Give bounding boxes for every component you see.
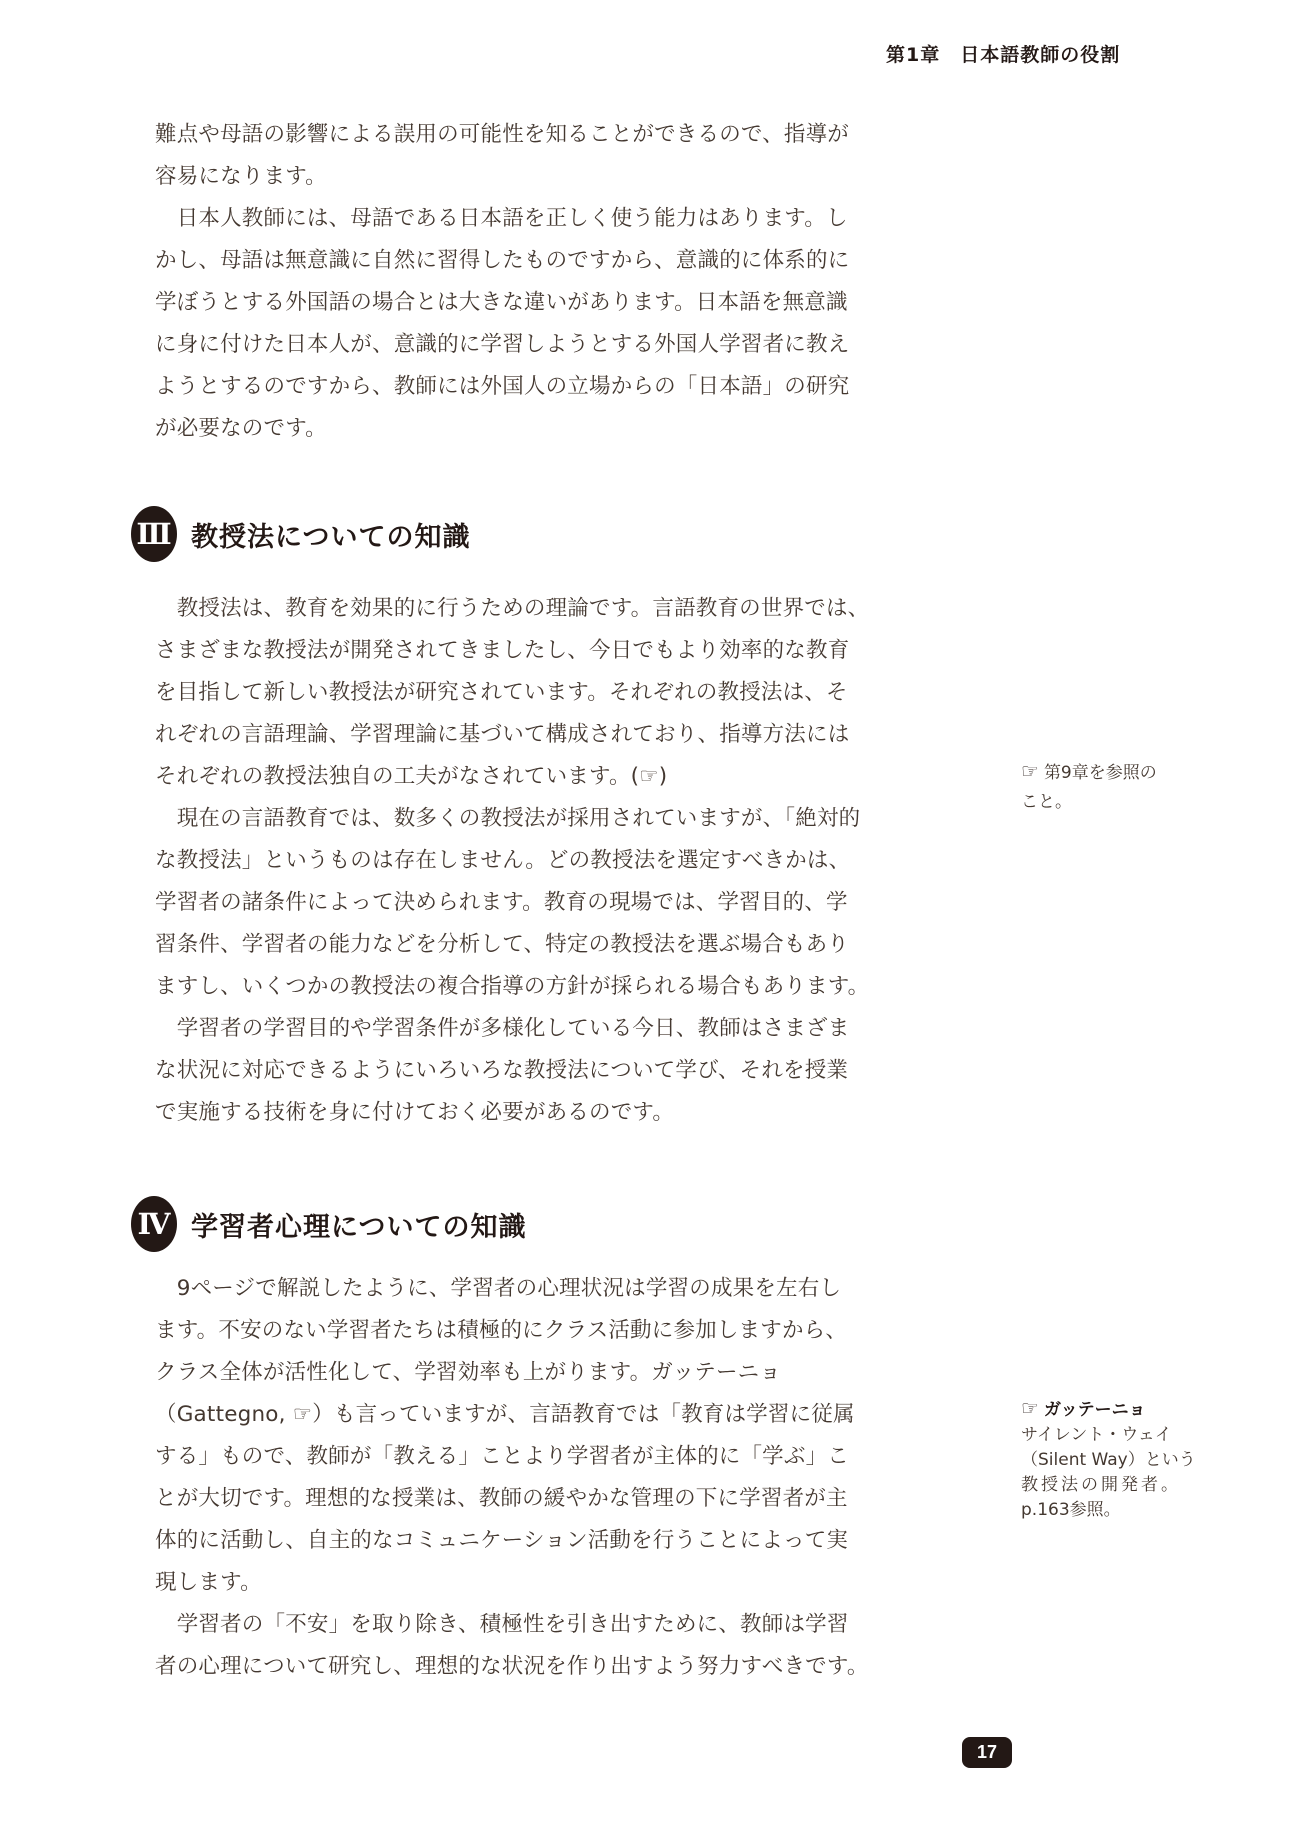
body-text-line: に身に付けた日本人が、意識的に学習しようとする外国人学習者に教え bbox=[155, 332, 850, 357]
body-text-line: かし、母語は無意識に自然に習得したものですから、意識的に体系的に bbox=[155, 248, 850, 273]
margin-note-title: ガッテーニョ bbox=[1043, 1400, 1146, 1420]
paragraph-teaching-methods-1 bbox=[155, 588, 875, 798]
body-text-line: （Gattegno, ☞）も言っていますが、言語教育では「教育は学習に従属 bbox=[155, 1402, 855, 1427]
pointing-hand-icon: ☞ bbox=[1021, 1396, 1039, 1420]
margin-note-text: こと。 bbox=[1021, 792, 1072, 812]
body-text-line: する」もので、教師が「教える」ことより学習者が主体的に「学ぶ」こ bbox=[155, 1444, 849, 1469]
body-text-line: れぞれの言語理論、学習理論に基づいて構成されており、指導方法には bbox=[155, 722, 850, 747]
section-title: 教授法についての知識 bbox=[191, 521, 471, 553]
section-heading-4 bbox=[131, 1196, 526, 1252]
margin-note-text: 第9章を参照の bbox=[1043, 763, 1157, 783]
body-text-line: 現します。 bbox=[155, 1570, 262, 1595]
paragraph-teaching-methods-2 bbox=[155, 798, 875, 1008]
body-text-line: な教授法」というものは存在しません。どの教授法を選定すべきかは、 bbox=[155, 848, 851, 873]
section-numeral-badge bbox=[131, 1196, 177, 1252]
body-text-line: 学習者の諸条件によって決められます。教育の現場では、学習目的、学 bbox=[155, 890, 848, 915]
body-text-line: 日本人教師には、母語である日本語を正しく使う能力はあります。し bbox=[155, 206, 848, 231]
margin-note-gattegno bbox=[1021, 1396, 1196, 1523]
body-text-line: 容易になります。 bbox=[155, 164, 327, 189]
body-text-line: ようとするのですから、教師には外国人の立場からの「日本語」の研究 bbox=[155, 374, 850, 399]
section-heading-3 bbox=[131, 506, 470, 562]
body-text-line: 体的に活動し、自主的なコミュニケーション活動を行うことによって実 bbox=[155, 1528, 849, 1553]
body-text-line: 学ぼうとする外国語の場合とは大きな違いがあります。日本語を無意識 bbox=[155, 290, 848, 315]
roman-numeral-iii: Ⅲ bbox=[136, 517, 172, 551]
paragraph-native-teachers bbox=[155, 198, 875, 450]
body-text-line: それぞれの教授法独自の工夫がなされています。(☞) bbox=[155, 764, 668, 789]
body-text-line: で実施する技術を身に付けておく必要があるのです。 bbox=[155, 1100, 675, 1125]
paragraph-learner-psychology-2 bbox=[155, 1604, 875, 1688]
body-text-line: を目指して新しい教授法が研究されています。それぞれの教授法は、そ bbox=[155, 680, 848, 705]
margin-note-text: サイレント・ウェイ bbox=[1021, 1425, 1172, 1445]
paragraph-teaching-methods-3 bbox=[155, 1008, 875, 1134]
paragraph-learner-psychology-1 bbox=[155, 1268, 875, 1604]
section-numeral-badge bbox=[131, 506, 177, 562]
body-text-line: とが大切です。理想的な授業は、教師の緩やかな管理の下に学習者が主 bbox=[155, 1486, 848, 1511]
margin-note-chapter9 bbox=[1021, 757, 1196, 817]
body-text-line: クラス全体が活性化して、学習効率も上がります。ガッテーニョ bbox=[155, 1360, 782, 1385]
roman-numeral-iv: Ⅳ bbox=[137, 1207, 171, 1241]
body-text-line: さまざまな教授法が開発されてきましたし、今日でもより効率的な教育 bbox=[155, 638, 850, 663]
body-text-line: 現在の言語教育では、数多くの教授法が採用されていますが、「絶対的 bbox=[155, 806, 861, 831]
paragraph-intro bbox=[155, 114, 875, 198]
body-text-line: 学習者の学習目的や学習条件が多様化している今日、教師はさまざま bbox=[155, 1016, 850, 1041]
body-text-line: が必要なのです。 bbox=[155, 416, 327, 441]
body-text-line: ますし、いくつかの教授法の複合指導の方針が採られる場合もあります。 bbox=[155, 974, 870, 999]
pointing-hand-icon: ☞ bbox=[1021, 759, 1039, 783]
page-number-badge bbox=[962, 1737, 1012, 1768]
page-number: 17 bbox=[976, 1742, 998, 1762]
margin-note-text: p.163参照。 bbox=[1021, 1500, 1121, 1520]
body-text-line: ます。不安のない学習者たちは積極的にクラス活動に参加しますから、 bbox=[155, 1318, 848, 1343]
body-text-line: 難点や母語の影響による誤用の可能性を知ることができるので、指導が bbox=[155, 122, 849, 147]
body-text-line: 学習者の「不安」を取り除き、積極性を引き出すために、教師は学習 bbox=[155, 1612, 849, 1637]
body-text-line: 教授法は、教育を効果的に行うための理論です。言語教育の世界では、 bbox=[155, 596, 870, 621]
body-text-line: 者の心理について研究し、理想的な状況を作り出すよう努力すべきです。 bbox=[155, 1654, 869, 1679]
body-text-line: 習条件、学習者の能力などを分析して、特定の教授法を選ぶ場合もあり bbox=[155, 932, 849, 957]
body-text-line: 9ページで解説したように、学習者の心理状況は学習の成果を左右し bbox=[155, 1276, 842, 1301]
body-text-line: な状況に対応できるようにいろいろな教授法について学び、それを授業 bbox=[155, 1058, 849, 1083]
page-header: 第1章 日本語教師の役割 bbox=[886, 44, 1121, 66]
section-title: 学習者心理についての知識 bbox=[191, 1211, 527, 1243]
margin-note-text: （Silent Way）という bbox=[1021, 1450, 1196, 1470]
margin-note-text: 教授法の開発者。 bbox=[1021, 1475, 1181, 1495]
